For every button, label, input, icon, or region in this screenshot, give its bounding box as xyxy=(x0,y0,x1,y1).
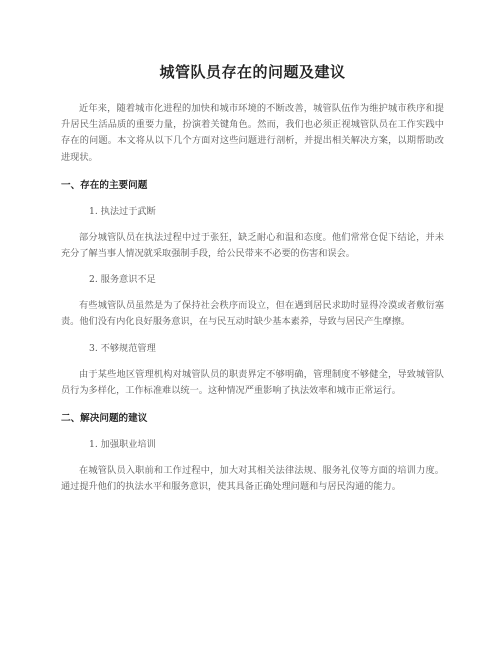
subheading: 2. 服务意识不足 xyxy=(89,274,156,286)
section-suggestions xyxy=(61,411,444,495)
page-title: 城管队员存在的问题及建议 xyxy=(159,63,346,81)
body-paragraph: 部分城管队员在执法过程中过于张狂，缺乏耐心和温和态度。他们常常仓促下结论，并未充分了解当事人情况就采取强制手段，给公民带来不必要的伤害和误会。 xyxy=(61,231,444,260)
section-heading: 一、存在的主要问题 xyxy=(61,179,148,191)
body-paragraph: 在城管队员入职前和工作过程中，加大对其相关法律法规、服务礼仪等方面的培训力度。通过提升他们的执法水平和服务意识，使其具备正确处理问题和与居民沟通的能力。 xyxy=(61,465,444,493)
body-paragraph: 由于某些地区管理机构对城管队员的职责界定不够明确，管理制度不够健全，导致城管队员行为多样化，工作标准难以统一。这种情况严重影响了执法效率和城市正常运行。 xyxy=(61,368,444,396)
body-paragraph: 有些城管队员虽然是为了保持社会秩序而设立，但在遇到居民求助时显得冷漠或者敷衍塞责。他们没有内化良好服务意识，在与民互动时缺少基本素养，导致与居民产生摩擦。 xyxy=(61,300,444,328)
intro-paragraph: 近年来，随着城市化进程的加快和城市环境的不断改善，城管队伍作为维护城市秩序和提升居民生活品质的重要力量，扮演着关键角色。然而，我们也必须正视城管队员在工作实践中存在的问题。本文将从以下几个方面对这些问题进行剖析，并提出相关解决方案，以期帮助改进现状。 xyxy=(61,103,444,163)
section-problems xyxy=(61,178,444,399)
section-heading: 二、解决问题的建议 xyxy=(61,413,148,425)
subheading: 1. 执法过于武断 xyxy=(89,205,156,217)
subheading: 1. 加强职业培训 xyxy=(89,439,156,451)
subheading: 3. 不够规范管理 xyxy=(89,342,156,354)
